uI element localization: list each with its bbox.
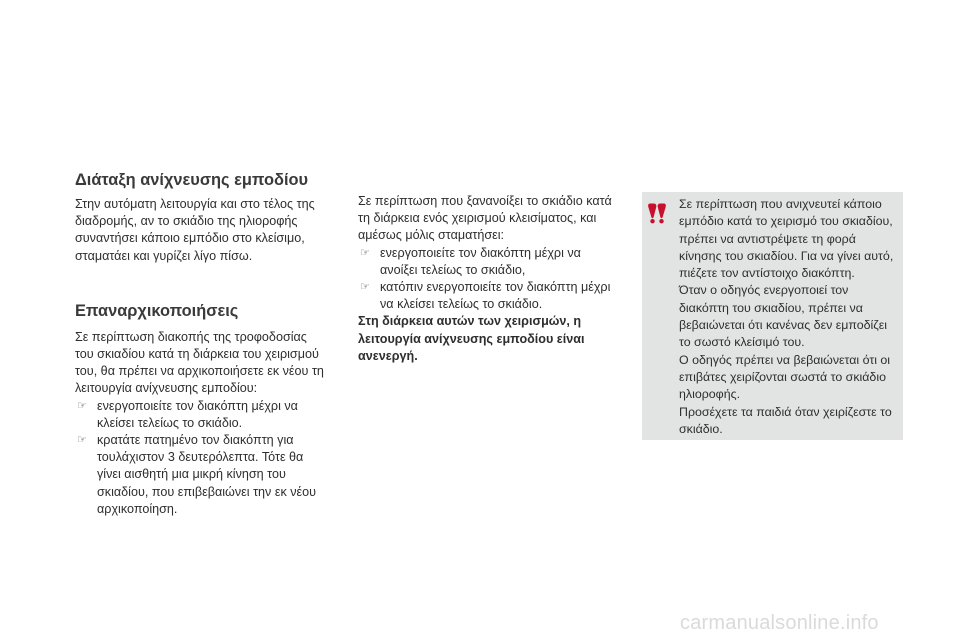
bullet-list-reinit — [75, 398, 327, 518]
watermark: carmanualsonline.info — [680, 612, 879, 634]
warning-exclamation-icon — [645, 200, 669, 224]
warning-text — [679, 196, 901, 438]
paragraph-obstacle-detection: Στην αυτόματη λειτουργία και στο τέλος της διαδρομής, αν το σκιάδιο της ηλιοροφής συναντήσει κάποιο εμπόδιο στο κλείσιμο, σταματάει και γυρίζει λίγο πίσω. — [75, 197, 315, 263]
list-item-text: ενεργοποιείτε τον διακόπτη μέχρι να ανοίξει τελείως το σκιάδιο, — [380, 245, 581, 277]
warning-line: Σε περίπτωση που ανιχνευτεί κάποιο εμπόδιο κατά το χειρισμό του σκιαδίου, πρέπει να αντιστρέψετε τη φορά κίνησης του σκιαδίου. Για να γίνει αυτό, πιέζετε τον αντίστοιχο διακόπτη. — [679, 197, 894, 281]
list-item — [358, 245, 620, 279]
pointing-hand-icon: ☞ — [77, 399, 87, 412]
pointing-hand-icon: ☞ — [360, 281, 370, 294]
paragraph-reinitialisation: Σε περίπτωση διακοπής της τροφοδοσίας του σκιαδίου κατά τη διάρκεια του χειρισμού του, θα πρέπει να αρχικοποιήσετε εκ νέου τη λειτουργία ανίχνευσης εμποδίου: — [75, 329, 324, 396]
list-item-text: ενεργοποιείτε τον διακόπτη μέχρι να κλείσει τελείως το σκιάδιο. — [97, 398, 298, 430]
heading-reinitialisations: Επαναρχικοποιήσεις — [75, 301, 239, 320]
list-item-text: κρατάτε πατημένο τον διακόπτη για τουλάχιστον 3 δευτερόλεπτα. Τότε θα γίνει αισθητή μια μικρή κίνηση του σκιαδίου, που επιβεβαιώνει την εκ νέου αρχικοποίηση. — [97, 433, 317, 516]
pointing-hand-icon: ☞ — [360, 246, 370, 259]
warning-line: Ο οδηγός πρέπει να βεβαιώνεται ότι οι επιβάτες χειρίζονται σωστά το σκιάδιο ηλιοροφής. — [679, 352, 891, 402]
list-item — [75, 398, 327, 432]
middle-column — [358, 193, 620, 365]
pointing-hand-icon: ☞ — [77, 434, 87, 447]
paragraph-reopen: Σε περίπτωση που ξανανοίξει το σκιάδιο κατά τη διάρκεια ενός χειρισμού κλεισίματος, και αμέσως μόλις σταματήσει: — [358, 194, 612, 243]
list-item — [358, 279, 620, 313]
list-item — [75, 432, 327, 518]
list-item-text: κατόπιν ενεργοποιείτε τον διακόπτη μέχρι να κλείσει τελείως το σκιάδιο. — [380, 280, 611, 312]
warning-line: Προσέχετε τα παιδιά όταν χειρίζεστε το σκιάδιο. — [679, 404, 892, 436]
bullet-list-reopen — [358, 245, 620, 314]
left-column — [75, 170, 327, 518]
bold-note-inactive: Στη διάρκεια αυτών των χειρισμών, η λειτουργία ανίχνευσης εμποδίου είναι ανενεργή. — [358, 314, 585, 363]
heading-obstacle-detection: Διάταξη ανίχνευσης εμποδίου — [75, 171, 309, 189]
warning-line: Όταν ο οδηγός ενεργοποιεί τον διακόπτη του σκιαδίου, πρέπει να βεβαιώνεται ότι κανένας δεν εμποδίζει το σωστό κλείσιμό του. — [679, 283, 888, 350]
